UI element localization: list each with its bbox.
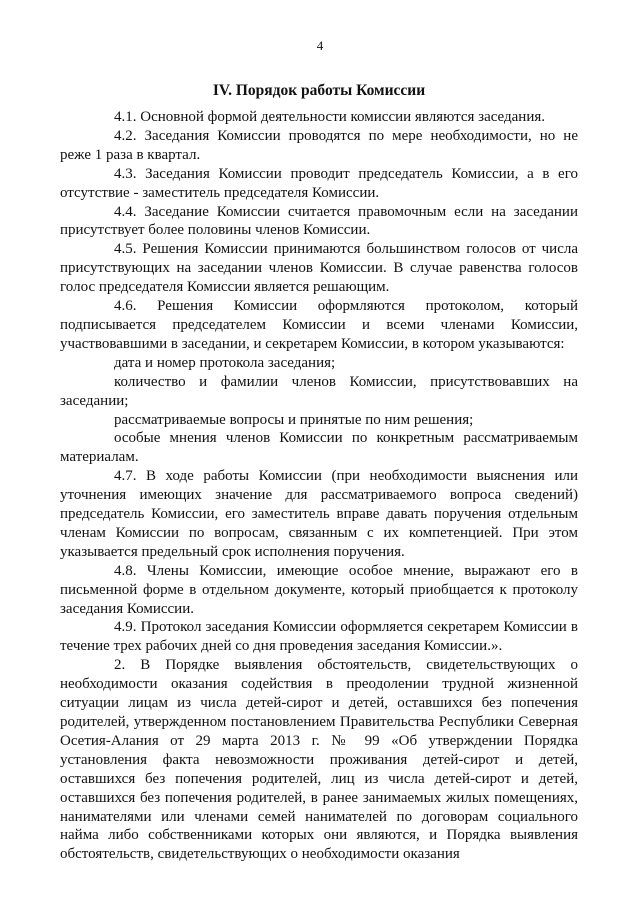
paragraph-4-4: 4.4. Заседание Комиссии считается правомочным если на заседании присутствует более половины членов Комиссии. (60, 203, 578, 239)
paragraph-4-1: 4.1. Основной формой деятельности комиссии являются заседания. (114, 109, 546, 125)
section-heading: IV. Порядок работы Комиссии (212, 82, 426, 99)
paragraph-4-3: 4.3. Заседания Комиссии проводит председатель Комиссии, а в его отсутствие - заместитель председателя Комиссии. (60, 165, 578, 201)
paragraph-4-8: 4.8. Члены Комиссии, имеющие особое мнение, выражают его в письменной форме в отдельном документе, который приобщается к протоколу заседания Комиссии. (60, 562, 578, 617)
paragraph-2: 2. В Порядке выявления обстоятельств, свидетельствующих о необходимости оказания содействия в преодолении трудной жизненной ситуации лицам из числа детей-сирот и детей, оставшихся без попечения родителей, утвержденном постановлением Правительства Республики Северная Осетия-Алания от 29 марта 2013 г. № 99 «Об утверждении Порядка установления факта невозможности проживания детей-сирот и детей, оставшихся без попечения родителей, лиц из числа детей-сирот и детей, оставшихся без попечения родителей, в ранее занимаемых жилых помещениях, нанимателями или членами семей нанимателей по договорам социального найма либо собственниками которых они являются, и Порядка выявления обстоятельств, свидетельствующих о необходимости оказания (60, 657, 578, 863)
page-number: 4 (316, 38, 324, 53)
list-item-members: количество и фамилии членов Комиссии, присутствовавших на заседании; (60, 373, 578, 409)
document-body (60, 108, 578, 864)
paragraph-4-7: 4.7. В ходе работы Комиссии (при необходимости выяснения или уточнения имеющих значение для рассматриваемого вопроса сведений) председатель Комиссии, его заместитель вправе давать поручения отдельным членам Комиссии по вопросам, связанным с их компетенцией. При этом указывается предельный срок исполнения поручения. (60, 468, 578, 560)
paragraph-4-5: 4.5. Решения Комиссии принимаются большинством голосов от числа присутствующих на заседании членов Комиссии. В случае равенства голосов голос председателя Комиссии является решающим. (60, 241, 578, 296)
paragraph-4-9: 4.9. Протокол заседания Комиссии оформляется секретарем Комиссии в течение трех рабочих дней со дня проведения заседания Комиссии.». (60, 619, 578, 655)
paragraph-4-6: 4.6. Решения Комиссии оформляются протоколом, который подписывается председателем Комиссии и всеми членами Комиссии, участвовавшими в заседании, и секретарем Комиссии, в котором указываются: (60, 298, 578, 352)
list-item-questions: рассматриваемые вопросы и принятые по ним решения; (114, 411, 474, 428)
list-item-protocol-date: дата и номер протокола заседания; (114, 354, 336, 371)
paragraph-4-2: 4.2. Заседания Комиссии проводятся по мере необходимости, но не реже 1 раза в квартал. (60, 127, 578, 163)
list-item-opinions: особые мнения членов Комиссии по конкретным рассматриваемым материалам. (60, 430, 578, 466)
